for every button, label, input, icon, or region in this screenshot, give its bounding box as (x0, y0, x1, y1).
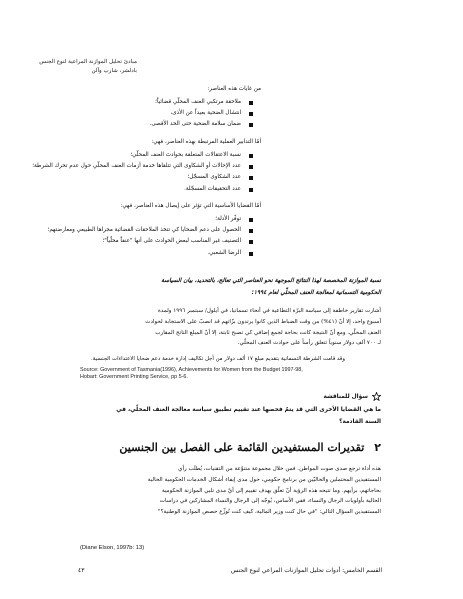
list-item: عدد الإحالات أو الشكاوى التي تتلقاها خدمة أزمات العنف المحلّي حول عدم تحرك الشرطة؛ (83, 161, 253, 172)
objectives-list (83, 97, 253, 131)
header-authors: بادلشر، شارپ وآلن (91, 68, 137, 74)
question-line: ما هي القضايا الأخرى التي قد يتمّ فحصها عند تقييم تطبيق سياسة معالجة العنف المحلّي، في (116, 407, 381, 413)
paragraph-line: الحالية بأولويات الرجال والنساء، ففي الأساس، يُوجّه إلى الرجال والنساء المشاركين في دراسات (159, 498, 381, 505)
running-header (27, 58, 137, 76)
section-paragraph (80, 464, 381, 518)
discussion-question (80, 405, 381, 428)
question-line: السنة القادمة؟ (339, 418, 381, 425)
list-item: انتشال الضحية بعيداً عن الأذى، (83, 108, 253, 119)
issues-label: أمّا القضايا الأساسية التي تؤثر على إيصال هذه العناصر، فهي: (120, 203, 261, 209)
operational-label: أمّا التدابير العملية المرتبطة بهذه العناصر، فهي: (151, 139, 261, 145)
objectives-label: من غايات هذه العناصر: (207, 86, 261, 92)
discussion-question-heading (323, 392, 381, 401)
list-item: ملاحقة مرتكبي العنف المحلّي قضائياً؛ (83, 97, 253, 108)
section-number: ٢ (374, 441, 381, 454)
survey-paragraph (80, 306, 381, 349)
paragraph-line: هذه أداة ترجع صدى صوت المواطن. فمن خلال مجموعة متنوّعة من التقنيات، يُطلَب رأي (178, 466, 381, 472)
paragraph-line: المستفيدين المحتملين والحاليّين من برنامج حكومي، حول مدى إيفاء أشكال الخدمات الحكومية الحالية (147, 476, 381, 483)
footer-text: القسم الخامس: أدوات تحليل الموازنات المراعي لنوع الجنس (230, 567, 382, 574)
issues-list (47, 214, 253, 259)
page-number: ٤٣ (78, 567, 85, 574)
list-item: التصنيف غير المناسب لبعض الحوادث على أنها "عنفاً محلّياً"؛ (83, 236, 253, 247)
list-item: الحصول على دعم الضحايا كي تتخذ الملاحقات القضائية مجراها الطبيعي ومعارضتهم؛ (83, 225, 253, 236)
heading-line: الحكومية التسمانية لمعالجة العنف المحلّي لعام ١٩٩٤: (251, 289, 381, 296)
list-item: الرضا الشعبي. (83, 248, 253, 259)
list-item: نسبة الاعتقالات المتعلقة بحوادث العنف المحلّي؛ (83, 150, 253, 161)
question-heading-text: سؤال للمناقشة (323, 393, 368, 400)
paragraph-line: بحاجاتهم، برأيهم. وما تتيحه هذه الرؤية أنّ تعلّق بهدف تقييم إلى أيّ مدى تلبي الموازنة الحكومية (161, 487, 381, 494)
star-bullet-icon (372, 392, 381, 401)
elson-citation: (Diane Elson, 1997b: 13) (80, 545, 145, 551)
list-item: توفّر الأدلة؛ (83, 214, 253, 225)
source-citation (80, 367, 381, 382)
list-item: عدد التحقيقات المسجّلة. (83, 184, 253, 195)
police-note: وقد قامت الشرطة التسمانية بتقديم مبلغ ١٧ ألف دولار من أجل تكاليف إدارة خدمة دعم ضحايا الاعتداءات الجنسية. (91, 356, 345, 362)
heading-line: نسبة الموازنة المخصصة لهذا النتائج الموجهة نحو العناصر التي تعالج، بالتحديد، بيان السياسة (161, 278, 381, 284)
paragraph-line: أشارت تقارير خاطفة إلى سياسة البرّة التطاعية في أنحاء تسمانيا، في أيلول/ سبتمبر ١٩٩٦ ولمدة (158, 308, 381, 314)
list-item: عدد الشكاوى المسجّل؛ (83, 172, 253, 183)
paragraph-line: العنف المحلّي. ومع أنّ النتيجة كانت بحاجة لجمع إضافي كي تصبح ثابتة، إلا أنّ المبلغ الناتج المقارب (155, 329, 381, 336)
paragraph-line: أسبوع واحد، إلا أنّ (٤١%) من وقت الضباط الذين كانوا يرتدون بزّاتهم قد انصبّ على الاستجابة لحوادث (145, 318, 381, 325)
budget-allocation-heading (80, 276, 381, 299)
list-item: ضمان سلامة الضحية حتى الحد الأقصى. (83, 119, 253, 130)
source-line: Source: Government of Tasmania(1996), Achievements for Women from the Budget 1997-98, (80, 367, 303, 373)
section-title: تقديرات المستفيدين القائمة على الفصل بين الجنسين (119, 441, 365, 454)
page-footer (78, 567, 382, 577)
source-line: Hobart: Government Printing Service, pp 5-6. (80, 374, 188, 381)
operational-list (32, 150, 253, 195)
paragraph-line: لـ ٧٠٠ ألف دولار سنوياً تتعلق رأساً على حوادث العنف المحلّي. (237, 340, 381, 347)
paragraph-line: المستفيدين السؤال التالي: "في حال كنت وزير المالية، كيف كنت تُوزِّع حصص الموازنة الوطنية؟" (158, 509, 381, 516)
section-heading (119, 441, 381, 454)
header-title: مبادئ تحليل الموازنة المراعية لنوع الجنس (39, 59, 137, 65)
